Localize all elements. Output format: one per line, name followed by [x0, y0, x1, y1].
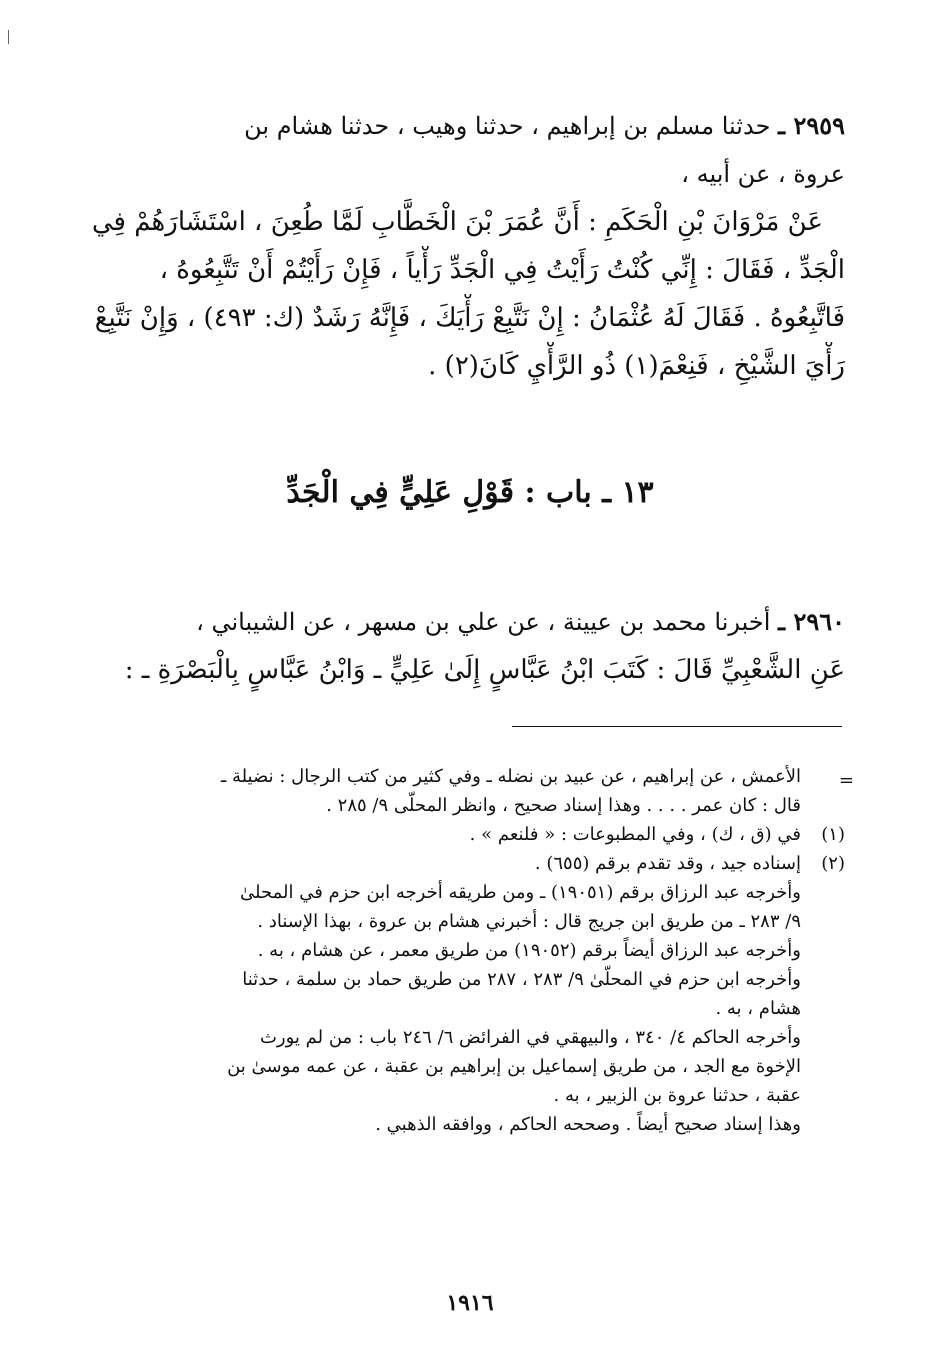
footnote-2-label: (٢) [821, 853, 845, 874]
hadith-number: ٢٩٦٠ ـ [778, 607, 845, 636]
footnote-1 [70, 820, 845, 849]
footnote-2-line-7: وأخرجه الحاكم ٤/ ٣٤٠ ، والبيهقي في الفرائض ٦/ ٢٤٦ باب : من لم يورث [259, 1027, 801, 1048]
hadith-number: ٢٩٥٩ ـ [778, 111, 845, 140]
hadith-2959-matn-line-4: رَأْيَ الشَّيْخِ ، فَنِعْمَ(١) ذُو الرَّأْيِ كَانَ(٢) . [428, 351, 845, 381]
isnad-text: حدثنا مسلم بن إبراهيم ، حدثنا وهيب ، حدثنا هشام بن [244, 112, 771, 140]
hadith-2959-matn-line-3: فَاتَّبِعُوهُ . فَقَالَ لَهُ عُثْمَانُ : إِنْ نَتَّبِعْ رَأْيَكَ ، فَإِنَّهُ رَشَدٌ (ك: ٤٩٣) ، وَإِنْ نَتَّبِعْ [94, 303, 845, 333]
footnote-1-label: (١) [821, 824, 845, 845]
hadith-2959-matn-line-1: عَنْ مَرْوَانَ بْنِ الْحَكَمِ : أَنَّ عُمَرَ بْنَ الْخَطَّابِ لَمَّا طُعِنَ ، اسْتَشَارَهُمْ فِي [91, 207, 823, 237]
footnote-2-line-3: ٩/ ٢٨٣ ـ من طريق ابن جريج قال : أخبرني هشام بن عروة ، بهذا الإسناد . [257, 911, 801, 932]
footnotes [70, 762, 845, 1139]
footnote-2-line-10: وهذا إسناد صحيح أيضاً . وصححه الحاكم ، ووافقه الذهبي . [375, 1114, 801, 1135]
footnote-continued-line-1: الأعمش ، عن إبراهيم ، عن عبيد بن نضله ـ وفي كثير من كتب الرجال : نضيلة ـ [220, 766, 801, 787]
hadith-2960 [70, 598, 845, 694]
hadith-2960-matn-line-1: عَنِ الشَّعْبِيِّ قَالَ : كَتَبَ ابْنُ عَبَّاسٍ إِلَىٰ عَلِيٍّ ـ وَابْنُ عَبَّاسٍ بِالْبَصْرَةِ ـ : [124, 655, 845, 685]
hadith-2959-isnad-line-1 [70, 102, 845, 150]
page-number: ١٩١٦ [446, 1290, 494, 1316]
footnote-2-line-8: الإخوة مع الجد ، من طريق إسماعيل بن إبراهيم بن عقبة ، عن عمه موسىٰ بن [227, 1056, 801, 1077]
hadith-2960-isnad-line-1 [70, 598, 845, 646]
footnote-2-line-1: إسناده جيد ، وقد تقدم برقم (٦٥٥) . [534, 853, 801, 874]
hadith-2959-matn-line-2: الْجَدِّ ، فَقَالَ : إِنِّي كُنْتُ رَأَيْتُ فِي الْجَدِّ رَأْياً ، فَإِنْ رَأَيْتُمْ أَنْ تَتَّبِعُوهُ ، [159, 255, 845, 285]
footnote-2-line-2: وأخرجه عبد الرزاق برقم (١٩٠٥١) ـ ومن طريقه أخرجه ابن حزم في المحلىٰ [240, 882, 801, 903]
hadith-2959-isnad-line-2: عروة ، عن أبيه ، [681, 160, 845, 188]
page-edge-mark [8, 30, 9, 44]
footnote-separator [512, 726, 842, 727]
footnote-2-line-4: وأخرجه عبد الرزاق أيضاً برقم (١٩٠٥٢) من طريق معمر ، عن هشام ، به . [257, 940, 801, 961]
chapter-heading: ١٣ ـ باب : قَوْلِ عَلِيٍّ فِي الْجَدِّ [286, 475, 654, 510]
footnote-2-line-9: عقبة ، حدثنا عروة بن الزبير ، به . [553, 1085, 801, 1106]
isnad-text: أخبرنا محمد بن عيينة ، عن علي بن مسهر ، عن الشيباني ، [196, 608, 771, 636]
footnote-continued-line-2: قال : كان عمر . . . . وهذا إسناد صحيح ، وانظر المحلّى ٩/ ٢٨٥ . [326, 795, 801, 816]
footnote-2 [70, 849, 845, 878]
footnote-continued [70, 762, 845, 791]
continuation-marker: = [838, 770, 854, 791]
footnote-2-line-6: هشام ، به . [715, 998, 801, 1019]
footnote-2-line-5: وأخرجه ابن حزم في المحلّىٰ ٩/ ٢٨٣ ، ٢٨٧ من طريق حماد بن سلمة ، حدثنا [242, 969, 801, 990]
hadith-2959 [70, 102, 845, 390]
footnote-1-text: في (ق ، ك) ، وفي المطبوعات : « فلنعم » . [469, 824, 801, 845]
